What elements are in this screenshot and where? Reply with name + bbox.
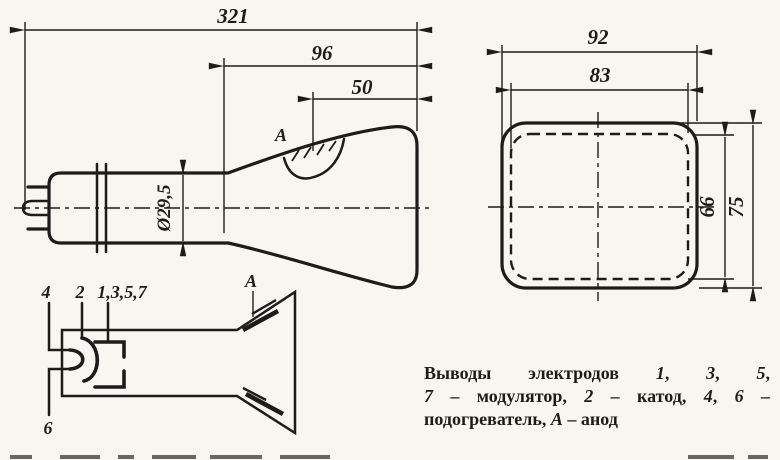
legend-line [424, 385, 770, 408]
heater-lead-6 [49, 369, 70, 415]
print-artifact [748, 455, 768, 459]
legend-pin-number: 5 [756, 363, 766, 383]
legend-text: , [765, 363, 771, 383]
pin-label-1357: 1,3,5,7 [97, 282, 147, 302]
heater-lead-4 [49, 303, 70, 350]
tube-outline [49, 127, 417, 288]
print-artifact [688, 455, 734, 459]
legend-line [424, 362, 770, 385]
legend-text: – катод, [593, 386, 704, 406]
legend-line [424, 408, 770, 431]
legend-text: – анод [562, 409, 618, 429]
modulator-element-top [95, 342, 124, 357]
dim-screen-width-label: 83 [589, 63, 611, 87]
cropped-print-artifacts [10, 455, 768, 459]
pinout-schematic [41, 271, 296, 438]
side-view [14, 4, 430, 288]
front-view [488, 25, 762, 301]
anode-hatch-4 [329, 141, 336, 151]
print-artifact [280, 455, 330, 459]
schematic-anode-label: A [244, 271, 258, 291]
anode-hatch-3 [317, 144, 324, 155]
dim-anode-offset-label: 50 [351, 75, 373, 99]
legend-text: – [743, 386, 771, 406]
legend-text: Выводы электродов [424, 363, 656, 383]
modulator-element-bottom [95, 371, 124, 387]
dim-screen-height-label: 66 [695, 196, 719, 218]
legend-text: , [715, 363, 757, 383]
side-anode-label: A [274, 125, 288, 145]
legend-pin-number: 3 [706, 363, 716, 383]
legend-pin-number: 2 [584, 386, 594, 406]
legend-pin-number: 4 [703, 386, 713, 406]
pin-label-4: 4 [41, 282, 51, 302]
dim-neck-diameter-label: Ø29,5 [154, 184, 175, 232]
pin-label-2: 2 [75, 282, 85, 302]
print-artifact [210, 455, 262, 459]
print-artifact [118, 455, 134, 459]
heater-element [70, 350, 83, 369]
legend-text: – модулятор, [433, 386, 585, 406]
legend-text: подогреватель, [424, 409, 551, 429]
anode-hatch-2 [304, 147, 311, 158]
legend-text: , [664, 363, 707, 383]
dim-bulb-width-label: 92 [587, 25, 609, 49]
legend-pin-number: А [550, 409, 563, 429]
bulb-outline [502, 123, 697, 288]
dim-flare-length-label: 96 [311, 41, 333, 65]
print-artifact [10, 455, 32, 459]
dim-overall-length-label: 321 [217, 4, 249, 28]
print-artifact [60, 455, 100, 459]
dim-bulb-height-label: 75 [724, 196, 748, 218]
legend-pin-number: 7 [424, 386, 433, 406]
legend-text: , [712, 386, 735, 406]
electrode-legend [424, 362, 770, 431]
pin-label-6: 6 [43, 418, 53, 438]
print-artifact [152, 455, 196, 459]
legend-pin-number: 1 [655, 363, 665, 383]
legend-pin-number: 6 [734, 386, 744, 406]
